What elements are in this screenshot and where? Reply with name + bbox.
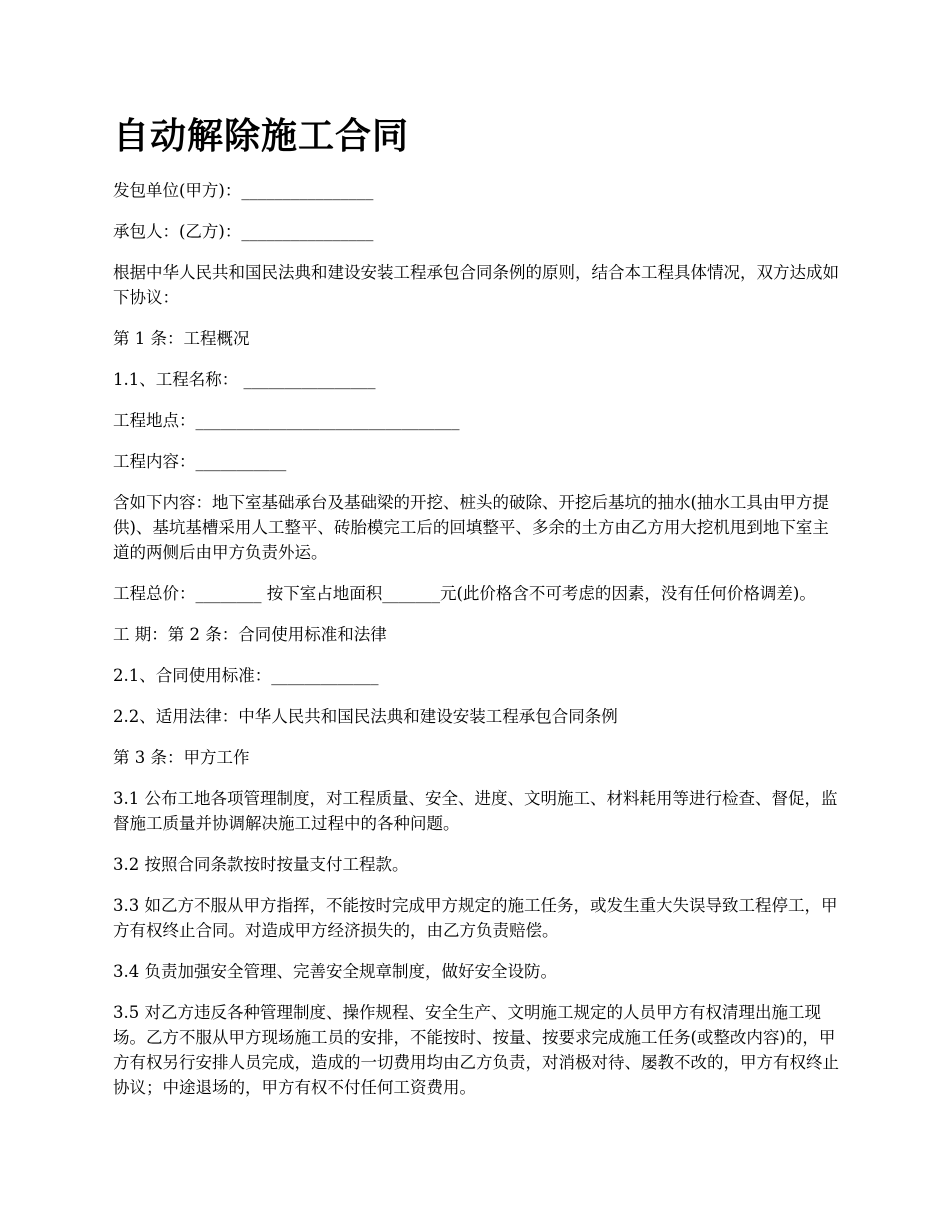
clause-3-1: 3.1 公布工地各项管理制度，对工程质量、安全、进度、文明施工、材料耗用等进行检查、督促，监督施工质量并协调解决施工过程中的各种问题。	[113, 789, 838, 833]
project-name-line: 1.1、工程名称： ________________	[113, 370, 376, 389]
clause-3-2: 3.2 按照合同条款按时按量支付工程款。	[113, 855, 409, 874]
total-price-paragraph: 工程总价：________ 按下室占地面积_______元(此价格含不可考虑的因素，没有任何价格调差)。	[113, 584, 816, 603]
clause-2-2: 2.2、适用法律：中华人民共和国民法典和建设安装工程承包合同条例	[113, 707, 618, 726]
article-3-heading: 第 3 条：甲方工作	[113, 748, 250, 767]
content-details-paragraph: 含如下内容：地下室基础承台及基础梁的开挖、桩头的破除、开挖后基坑的抽水(抽水工具由甲方提供)、基坑基槽采用人工整平、砖胎模完工后的回填整平、多余的土方由乙方用大挖机甩到地下室主道的两侧后由甲方负责外运。	[113, 493, 829, 562]
clause-3-3: 3.3 如乙方不服从甲方指挥，不能按时完成甲方规定的施工任务，或发生重大失误导致工程停工，甲方有权终止合同。对造成甲方经济损失的，由乙方负责赔偿。	[113, 896, 838, 940]
article-2-heading: 工 期：第 2 条：合同使用标准和法律	[113, 625, 387, 644]
party-a-line: 发包单位(甲方)：________________	[113, 181, 374, 200]
clause-3-4: 3.4 负责加强安全管理、完善安全规章制度，做好安全设防。	[113, 962, 557, 981]
clause-2-1: 2.1、合同使用标准：_____________	[113, 666, 379, 685]
document-title: 自动解除施工合同	[113, 116, 410, 157]
project-location-line: 工程地点：________________________________	[113, 411, 460, 430]
article-1-heading: 第 1 条：工程概况	[113, 329, 250, 348]
preamble-paragraph: 根据中华人民共和国民法典和建设安装工程承包合同条例的原则，结合本工程具体情况，双方达成如下协议：	[113, 263, 839, 307]
project-content-line: 工程内容：___________	[113, 452, 287, 471]
clause-3-5: 3.5 对乙方违反各种管理制度、操作规程、安全生产、文明施工规定的人员甲方有权清理出施工现场。乙方不服从甲方现场施工员的安排，不能按时、按量、按要求完成施工任务(或整改内容)的，甲方有权另行安排人员完成，造成的一切费用均由乙方负责，对消极对待、屡教不改的，甲方有权终止协议；中途退场的，甲方有权不付任何工资费用。	[113, 1003, 839, 1097]
party-b-line: 承包人：(乙方)：________________	[113, 222, 374, 241]
document-page	[113, 108, 840, 1116]
